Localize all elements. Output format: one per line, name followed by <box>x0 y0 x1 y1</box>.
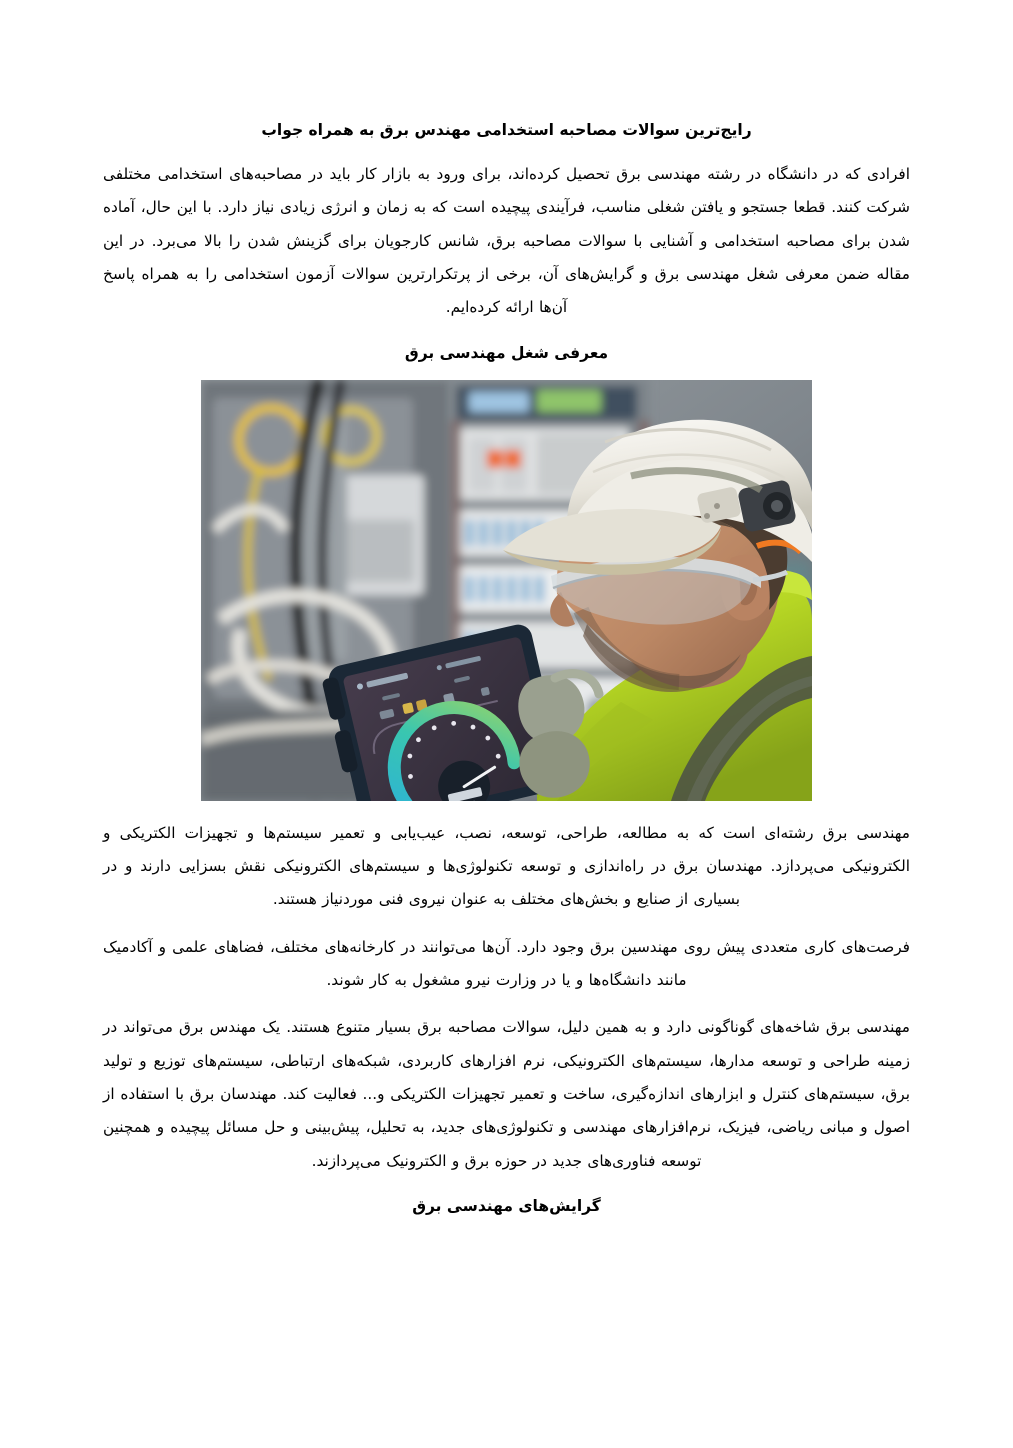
page-title: رایج‌ترین سوالات مصاحبه استخدامی مهندس برق به همراه جواب <box>261 121 752 139</box>
electrician-photo <box>201 380 812 801</box>
heading-job-intro: معرفی شغل مهندسی برق <box>404 343 609 362</box>
paragraph-branches: مهندسی برق شاخه‌های گوناگونی دارد و به همین دلیل، سوالات مصاحبه برق بسیار متنوع هستند. یک مهندس برق می‌تواند در زمینه طراحی و توسعه مدارها، سیستم‌های الکترونیکی، نرم افزارهای کاربردی، شبکه‌های ارتباطی، سیستم‌های توزیع و تولید برق، سیستم‌های کنترل و ابزارهای اندازه‌گیری، ساخت و تعمیر تجهیزات الکتریکی و... فعالیت کند. مهندسان برق با استفاده از اصول و مبانی ریاضی، فیزیک، نرم‌افزارهای مهندسی و تکنولوژی‌های جدید، به تحلیل، پیش‌بینی و حل مسائل پیچیده و همچنین توسعه فناوری‌های جدید در حوزه برق و الکترونیک می‌پردازند. <box>103 1018 910 1170</box>
paragraph-opportunities: فرصت‌های کاری متعددی پیش روی مهندسین برق وجود دارد. آن‌ها می‌توانند در کارخانه‌های مختلف، فضاهای علمی و آکادمیک مانند دانشگاه‌ها و یا در وزارت نیرو مشغول به کار شوند. <box>103 937 910 989</box>
heading-branches: گرایش‌های مهندسی برق <box>412 1196 601 1215</box>
paragraph-definition: مهندسی برق رشته‌ای است که به مطالعه، طراحی، توسعه، نصب، عیب‌یابی و تعمیر سیستم‌ها و تجهیزات الکتریکی و الکترونیکی می‌پردازد. مهندسان برق در راه‌اندازی و توسعه تکنولوژی‌ها و سیستم‌های الکترونیکی نقش بسزایی دارند و در بسیاری از صنایع و بخش‌های مختلف به عنوان نیروی فنی موردنیاز هستند. <box>103 823 910 909</box>
paragraph-intro: افرادی که در دانشگاه در رشته مهندسی برق تحصیل کرده‌اند، برای ورود به بازار کار باید در مصاحبه‌های استخدامی مختلفی شرکت کنند. قطعا جستجو و یافتن شغلی مناسب، فرآیندی پیچیده است که به زمان و انرژی زیادی نیاز دارد. با این حال، آماده شدن برای مصاحبه استخدامی و آشنایی با سوالات مصاحبه برق، شانس کارجویان برای گزینش شدن را بالا می‌برد. در این مقاله ضمن معرفی شغل مهندسی برق و گرایش‌های آن، برخی از پرتکرارترین سوالات آزمون استخدامی را به همراه پاسخ آن‌ها ارائه کرده‌ایم. <box>103 165 910 317</box>
document-content <box>103 118 910 1231</box>
article-figure <box>201 380 812 801</box>
